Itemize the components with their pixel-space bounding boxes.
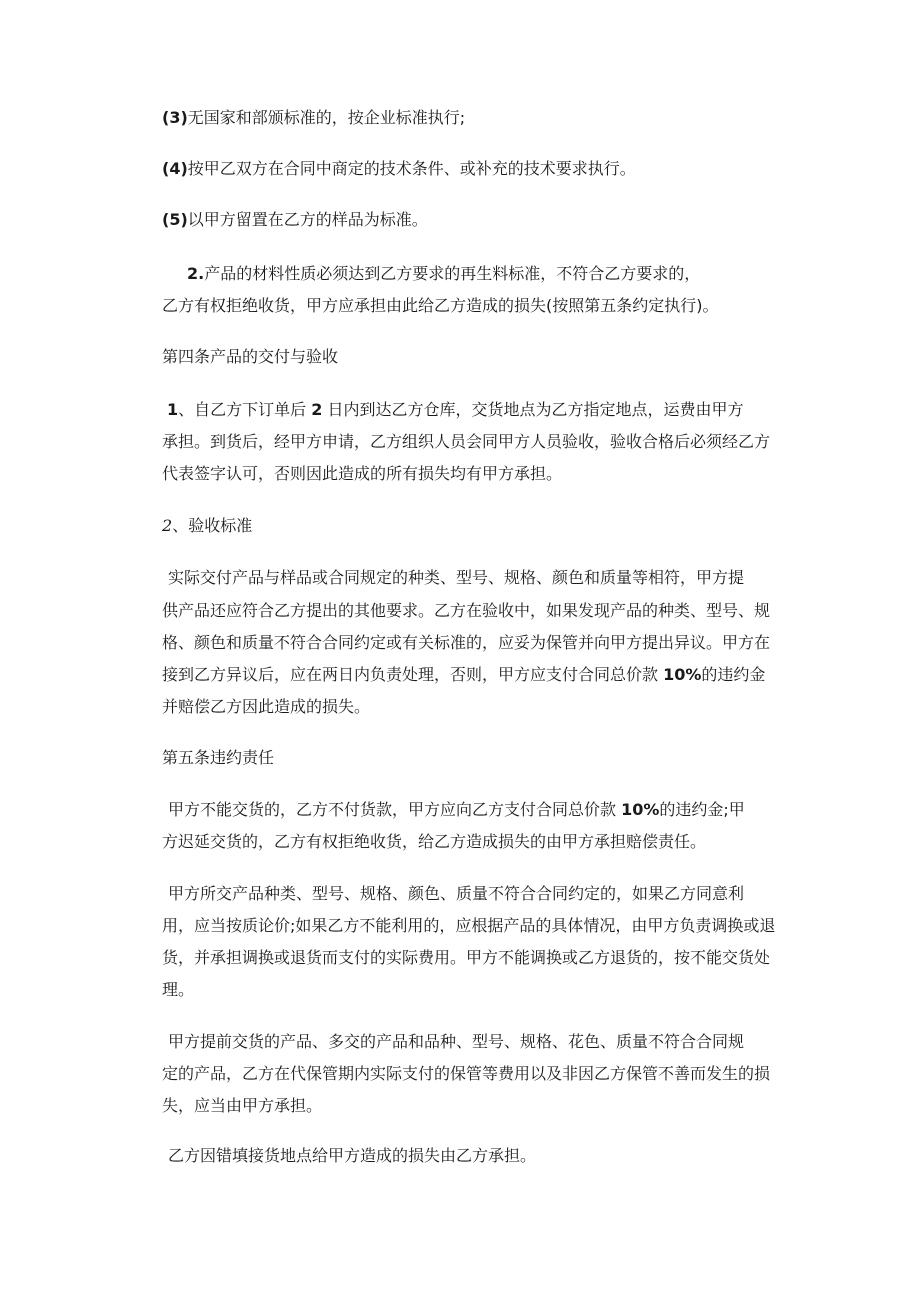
- article-4-sub-2: [162, 516, 252, 536]
- article-5-heading: 第五条违约责任: [162, 748, 275, 767]
- sub-number: 2: [162, 516, 173, 535]
- item-text: 按甲乙双方在合同中商定的技术条件、或补充的技术要求执行。: [187, 159, 636, 178]
- article-4-p2-line-4: [162, 665, 765, 685]
- article-5-p3-line-3: 失，应当由甲方承担。: [162, 1096, 323, 1115]
- article-4-p1-line-2: 承担。到货后，经甲方申请，乙方组织人员会同甲方人员验收，验收合格后必须经乙方: [162, 432, 771, 451]
- article-5-p4-line-1: 乙方因错填接货地点给甲方造成的损失由乙方承担。: [168, 1146, 537, 1165]
- article-5-p2-line-2: 用，应当按质论价;如果乙方不能利用的，应根据产品的具体情况，由甲方负责调换或退: [162, 916, 776, 935]
- article-5-p1-line-1: [168, 800, 745, 820]
- day-count: 2: [311, 400, 323, 419]
- article-4-heading: 第四条产品的交付与验收: [162, 347, 339, 366]
- para-text: 的违约金;甲: [659, 800, 745, 819]
- article-5-p3-line-1: 甲方提前交货的产品、多交的产品和品种、型号、规格、花色、质量不符合合同规: [168, 1032, 745, 1051]
- para-text: 、自乙方下订单后: [178, 400, 307, 419]
- para-number: 1: [167, 400, 179, 419]
- article-4-p1-line-3: 代表签字认可，否则因此造成的所有损失均有甲方承担。: [162, 464, 563, 483]
- article-5-p2-line-3: 货，并承担调换或退货而支付的实际费用。甲方不能调换或乙方退货的，按不能交货处: [162, 948, 771, 967]
- article-5-p2-line-4: 理。: [162, 980, 195, 999]
- penalty-percent: 10%: [621, 800, 660, 819]
- item-3: [162, 108, 465, 128]
- clause-2-line-1: [187, 264, 700, 284]
- clause-number: 2.: [187, 264, 205, 283]
- item-number: (3): [162, 108, 188, 127]
- item-number: (5): [162, 210, 188, 229]
- article-4-p1-line-1: [167, 400, 744, 420]
- item-5: [162, 210, 428, 230]
- article-4-p2-line-2: 供产品还应符合乙方提出的其他要求。乙方在验收中，如果发现产品的种类、型号、规: [162, 601, 771, 620]
- article-5-p3-line-2: 定的产品，乙方在代保管期内实际支付的保管等费用以及非因乙方保管不善而发生的损: [162, 1064, 771, 1083]
- item-text: 以甲方留置在乙方的样品为标准。: [187, 210, 428, 229]
- item-number: (4): [162, 159, 188, 178]
- penalty-percent: 10%: [663, 665, 702, 684]
- article-4-p2-line-1: 实际交付产品与样品或合同规定的种类、型号、规格、颜色和质量等相符，甲方提: [168, 568, 745, 587]
- article-4-p2-line-5: 并赔偿乙方因此造成的损失。: [162, 697, 371, 716]
- sub-text: 、验收标准: [172, 516, 253, 535]
- clause-2-line-2: 乙方有权拒绝收货，甲方应承担由此给乙方造成的损失(按照第五条约定执行)。: [162, 296, 719, 315]
- item-text: 无国家和部颁标准的，按企业标准执行;: [187, 108, 466, 127]
- article-5-p1-line-2: 方迟延交货的，乙方有权拒绝收货，给乙方造成损失的由甲方承担赔偿责任。: [162, 832, 707, 851]
- item-4: [162, 159, 636, 179]
- para-text: 接到乙方异议后，应在两日内负责处理，否则，甲方应支付合同总价款: [162, 665, 659, 684]
- para-text: 日内到达乙方仓库，交货地点为乙方指定地点，运费由甲方: [327, 400, 744, 419]
- para-text: 甲方不能交货的，乙方不付货款，甲方应向乙方支付合同总价款: [168, 800, 617, 819]
- para-text: 的违约金: [701, 665, 766, 684]
- clause-text: 产品的材料性质必须达到乙方要求的再生料标准，不符合乙方要求的，: [204, 264, 701, 283]
- article-4-p2-line-3: 格、颜色和质量不符合合同约定或有关标准的，应妥为保管并向甲方提出异议。甲方在: [162, 633, 771, 652]
- article-5-p2-line-1: 甲方所交产品种类、型号、规格、颜色、质量不符合合同约定的，如果乙方同意利: [168, 884, 745, 903]
